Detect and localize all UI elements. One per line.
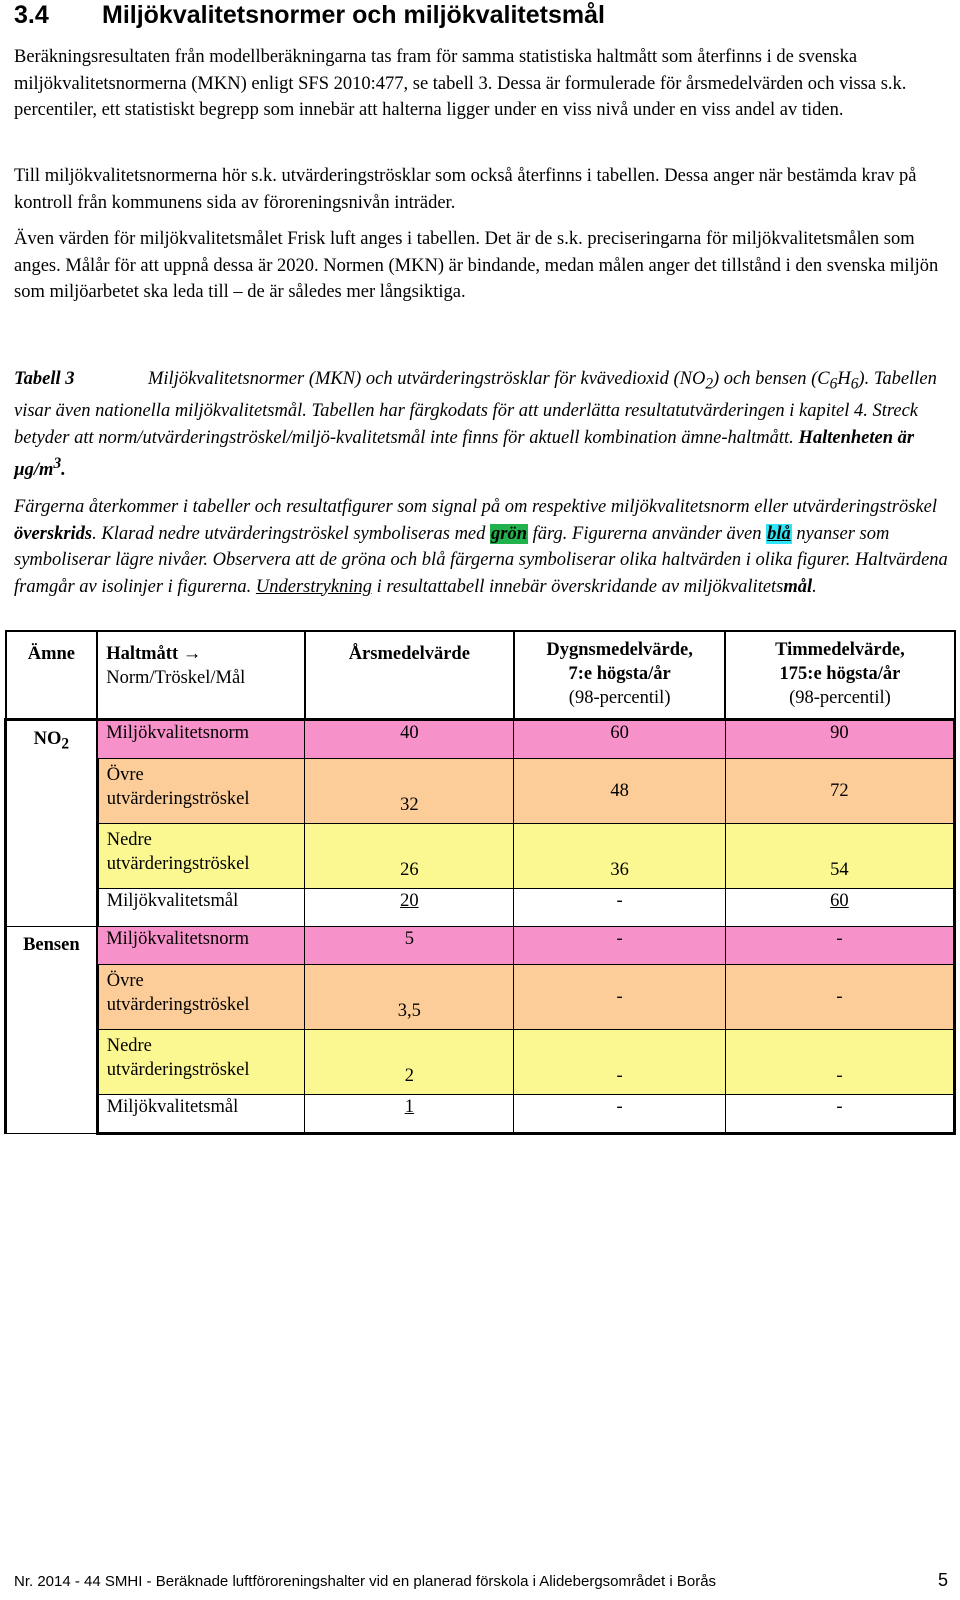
table-row bbox=[6, 889, 955, 927]
value-daily: 48 bbox=[514, 759, 725, 824]
value-annual-exceeded: 20 bbox=[400, 891, 419, 911]
row-level-line2: utvärderingströskel bbox=[106, 995, 250, 1015]
color-note-part-3: färg. Figurerna använder även bbox=[532, 523, 762, 544]
substance-benzene bbox=[6, 927, 98, 1134]
value-annual bbox=[305, 889, 514, 927]
value-hourly bbox=[725, 889, 954, 927]
value-annual: 26 bbox=[305, 824, 514, 889]
section-title: Miljökvalitetsnormer och miljökvalitetsmål bbox=[102, 1, 605, 29]
value-daily: - bbox=[514, 965, 725, 1030]
row-level-line2: utvärderingströskel bbox=[106, 854, 250, 874]
row-level: Miljökvalitetsnorm bbox=[97, 720, 305, 759]
blue-swatch-word: blå bbox=[767, 523, 791, 544]
header-measure bbox=[97, 631, 305, 720]
row-level-line1: Övre bbox=[106, 765, 144, 785]
value-daily: - bbox=[514, 889, 725, 927]
table-row bbox=[6, 759, 955, 824]
caption-text-1: Miljökvalitetsnormer (MKN) och utvärderingströsklar för kvävedioxid (NO bbox=[148, 369, 706, 389]
color-note-bold-end: mål bbox=[783, 576, 813, 597]
footer-text: Nr. 2014 - 44 SMHI - Beräknade luftföroreningshalter vid en planerad förskola i Alidebergsområdet i Borås bbox=[14, 1573, 717, 1590]
color-note-part-6: . bbox=[812, 576, 817, 597]
page-footer bbox=[14, 1572, 948, 1592]
value-hourly: - bbox=[725, 1095, 954, 1134]
value-hourly: 72 bbox=[725, 759, 954, 824]
benzene-name: Bensen bbox=[23, 935, 80, 955]
table-caption-label: Tabell 3 bbox=[14, 369, 75, 389]
row-level bbox=[97, 824, 305, 889]
header-measure-line2: Norm/Tröskel/Mål bbox=[106, 668, 246, 688]
value-daily: - bbox=[514, 1030, 725, 1095]
color-note-part-2: . Klarad nedre utvärderingströskel symboliseras med bbox=[92, 523, 486, 544]
value-daily: 60 bbox=[514, 720, 725, 759]
header-annual-text: Årsmedelvärde bbox=[348, 644, 470, 664]
no2-name: NO bbox=[33, 729, 62, 749]
value-hourly: 90 bbox=[725, 720, 954, 759]
paragraph-thresholds: Till miljökvalitetsnormerna hör s.k. utvärderingströsklar som också återfinns i tabellen. Dessa anger när bestämda krav på kontroll från kommunens sida av föroreningsnivån inträder. bbox=[14, 166, 917, 213]
value-daily: - bbox=[514, 927, 725, 965]
table-row bbox=[6, 1095, 955, 1134]
green-swatch-word: grön bbox=[491, 523, 528, 544]
value-annual: 2 bbox=[305, 1030, 514, 1095]
paragraph-goals: Även värden för miljökvalitetsmålet Frisk luft anges i tabellen. Det är de s.k. preciseringarna för miljökvalitetsmålen som anges. Målår för att uppnå dessa är 2020. Normen (MKN) är bindande, medan målen anger det tillstånd i den svenska miljön som miljöarbetet ska leda till – de är således mer långsiktiga. bbox=[14, 229, 939, 302]
row-level-line1: Nedre bbox=[106, 830, 152, 850]
value-annual: 5 bbox=[305, 927, 514, 965]
color-note-part-5: i resultattabell innebär överskridande av miljökvalitets bbox=[376, 576, 784, 597]
value-hourly: - bbox=[725, 927, 954, 965]
caption-text-3: H bbox=[837, 369, 851, 389]
no2-sub: 2 bbox=[61, 735, 70, 753]
value-hourly: - bbox=[725, 1030, 954, 1095]
row-level-line2: utvärderingströskel bbox=[106, 789, 250, 809]
header-substance-text: Ämne bbox=[27, 644, 75, 664]
header-hourly-line2: 175:e högsta/år bbox=[779, 664, 901, 684]
value-annual: 3,5 bbox=[305, 965, 514, 1030]
value-annual: 32 bbox=[305, 759, 514, 824]
paragraph-intro: Beräkningsresultaten från modellberäkningarna tas fram för samma statistiska haltmått som återfinns i de svenska miljökvalitetsnormerna (MKN) enligt SFS 2010:477, se tabell 3. Dessa är formulerade för årsmedelvärden och vissa s.k. percentiler, ett statistiskt begrepp som innebär att halterna ligger under en viss nivå under en viss andel av tiden. bbox=[14, 47, 907, 120]
header-hourly bbox=[725, 631, 954, 720]
table-caption bbox=[14, 366, 948, 484]
header-annual bbox=[305, 631, 514, 720]
row-level: Miljökvalitetsmål bbox=[97, 1095, 305, 1134]
color-note bbox=[14, 494, 948, 600]
row-level: Miljökvalitetsmål bbox=[97, 889, 305, 927]
table-row bbox=[6, 720, 955, 759]
caption-text-4: ). Tabellen visar även nationella miljökvalitetsmål. Tabellen har färgkodats för att underlätta resultatutvärderingen i kapitel 4. Streck betyder att norm/utvärderingströskel/miljö-kvalitetsmål inte finns för aktuell kombination ämne-haltmått. bbox=[14, 369, 937, 448]
caption-sub-no2: 2 bbox=[705, 375, 714, 393]
caption-text-2: ) och bensen (C bbox=[713, 369, 830, 389]
mkn-table bbox=[4, 630, 956, 1135]
value-daily: 36 bbox=[514, 824, 725, 889]
header-hourly-line1: Timmedelvärde, bbox=[775, 640, 905, 660]
table-header-row bbox=[6, 631, 955, 720]
caption-unit: Haltenheten är µg/m bbox=[14, 427, 915, 481]
caption-sub-h: 6 bbox=[850, 375, 859, 393]
table-row bbox=[6, 1030, 955, 1095]
header-daily bbox=[514, 631, 725, 720]
value-daily: - bbox=[514, 1095, 725, 1134]
value-hourly: 54 bbox=[725, 824, 954, 889]
value-annual-exceeded: 1 bbox=[404, 1097, 414, 1117]
color-note-underline-word: Understrykning bbox=[255, 576, 372, 597]
row-level: Miljökvalitetsnorm bbox=[97, 927, 305, 965]
value-annual: 40 bbox=[305, 720, 514, 759]
value-hourly-exceeded: 60 bbox=[830, 891, 849, 911]
table-row bbox=[6, 824, 955, 889]
row-level bbox=[97, 1030, 305, 1095]
color-note-part-1: Färgerna återkommer i tabeller och resultatfigurer som signal på om respektive miljökvalitetsnorm eller utvärderingströskel bbox=[14, 497, 937, 517]
caption-unit-end: . bbox=[61, 460, 66, 481]
caption-sub-c: 6 bbox=[829, 375, 838, 393]
page-number: 5 bbox=[937, 1570, 948, 1590]
table-row bbox=[6, 927, 955, 965]
row-level-line1: Nedre bbox=[106, 1036, 152, 1056]
row-level bbox=[97, 965, 305, 1030]
color-note-exceeded: överskrids bbox=[14, 523, 93, 544]
section-heading bbox=[14, 0, 944, 30]
header-daily-line3: (98-percentil) bbox=[568, 688, 671, 708]
header-measure-line1: Haltmått → bbox=[106, 644, 202, 664]
section-number: 3.4 bbox=[14, 1, 49, 29]
header-daily-line2: 7:e högsta/år bbox=[568, 664, 671, 684]
row-level bbox=[97, 759, 305, 824]
header-hourly-line3: (98-percentil) bbox=[789, 688, 891, 708]
header-daily-line1: Dygnsmedelvärde, bbox=[546, 640, 693, 660]
value-annual bbox=[305, 1095, 514, 1134]
substance-no2 bbox=[6, 720, 98, 927]
header-substance bbox=[6, 631, 98, 720]
caption-unit-sup: 3 bbox=[53, 455, 62, 473]
table-row bbox=[6, 965, 955, 1030]
color-note-part-4: nyanser som symboliserar lägre nivåer. Observera att de gröna och blå färgerna symboliserar olika haltvärden i olika figurer. Haltvärdena framgår av isolinjer i figurerna. bbox=[14, 523, 948, 597]
row-level-line1: Övre bbox=[106, 971, 144, 991]
value-hourly: - bbox=[725, 965, 954, 1030]
row-level-line2: utvärderingströskel bbox=[106, 1060, 250, 1080]
